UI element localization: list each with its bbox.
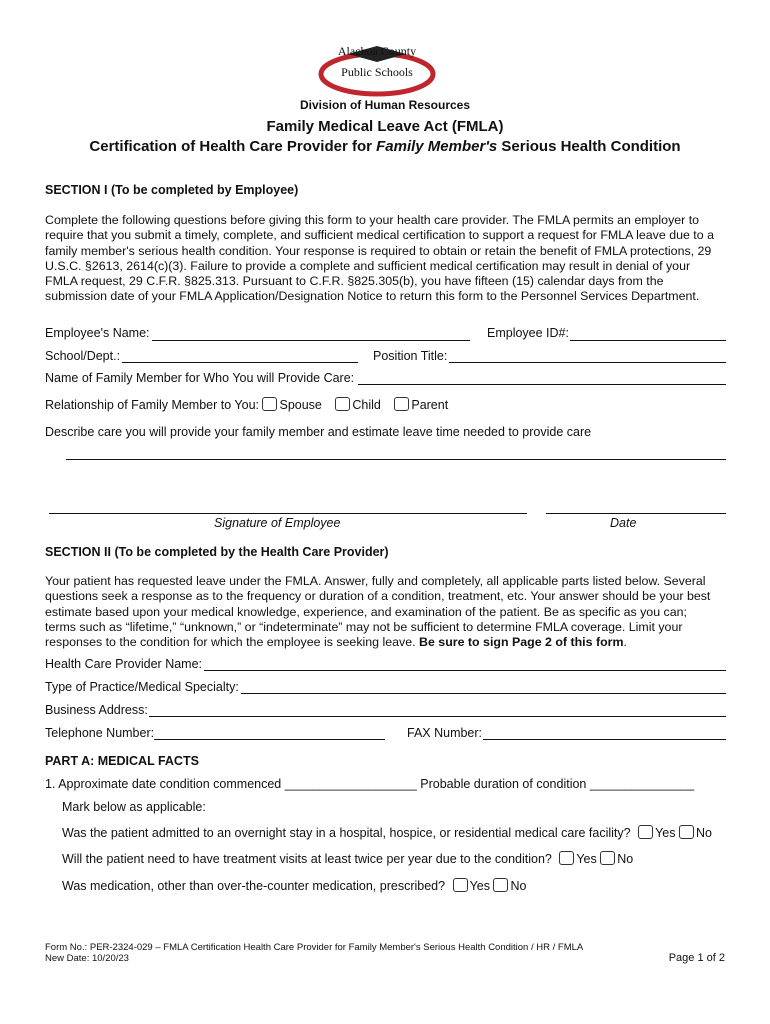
family-member-label: Name of Family Member for Who You will Provide Care: (45, 371, 355, 385)
visits-yes-checkbox[interactable] (559, 851, 574, 865)
employee-date-field[interactable] (546, 513, 726, 514)
mark-below-label: Mark below as applicable: (62, 800, 206, 814)
school-dept-field[interactable] (122, 362, 358, 363)
describe-care-label: Describe care you will provide your family member and estimate leave time needed to provide care (45, 425, 592, 439)
relationship-row: Relationship of Family Member to You: Spouse Child Parent (45, 398, 449, 412)
form-subtitle: Certification of Health Care Provider for Family Member's Serious Health Condition (89, 138, 681, 155)
provider-name-label: Health Care Provider Name: (45, 657, 203, 671)
describe-care-field[interactable] (66, 459, 726, 460)
provider-name-field[interactable] (204, 670, 726, 671)
practice-specialty-field[interactable] (241, 693, 726, 694)
parent-checkbox[interactable] (394, 397, 409, 411)
question-medication: Was medication, other than over-the-counter medication, prescribed? Yes No (62, 879, 527, 893)
section-2-intro: Your patient has requested leave under the FMLA. Answer, fully and completely, all applicable parts listed below. Several questions seek a response as to the frequency or duration of a condition, treatment, etc. Your answer should be your best estimate based upon your medical knowledge, experience, and examination of the patient. Be as specific as you can; terms such as “lifetime,” “unknown,” or “indeterminate” may not be sufficient to determine FMLA coverage. Limit your responses to the condition for which the employee is seeking leave. Be sure to sign Page 2 of this form. (45, 574, 711, 650)
section-1-intro: Complete the following questions before giving this form to your health care provider. The FMLA permits an employer to require that you submit a timely, complete, and sufficient medical certification to support a request for FMLA leave due to a family member's serious health condition. Your response is required to obtain or retain the benefit of FMLA protections, 29 U.S.C. §2613, 2614(c)(3). Failure to provide a complete and sufficient medical certification may result in denial of your FMLA request, 29 C.F.R. §825.313. Pursuant to C.F.R. §825.305(b), you have fifteen (15) calendar days from the submission date of your FMLA Application/Designation Notice to return this form to the Personnel Services Department. (45, 213, 714, 304)
employee-id-field[interactable] (570, 340, 726, 341)
question-visits: Will the patient need to have treatment visits at least twice per year due to the condition? Yes No (62, 852, 634, 866)
business-address-label: Business Address: (45, 703, 148, 717)
position-title-field[interactable] (449, 362, 726, 363)
part-a-heading: PART A: MEDICAL FACTS (45, 754, 199, 768)
child-checkbox[interactable] (335, 397, 350, 411)
date-label: Date (610, 516, 637, 530)
family-member-field[interactable] (358, 384, 726, 385)
business-address-field[interactable] (149, 716, 726, 717)
visits-no-checkbox[interactable] (600, 851, 615, 865)
logo-line1: Alachua County (337, 44, 417, 58)
admitted-yes-checkbox[interactable] (638, 825, 653, 839)
employee-signature-field[interactable] (49, 513, 527, 514)
relationship-label: Relationship of Family Member to You: (45, 398, 259, 412)
employee-id-label: Employee ID#: (487, 326, 569, 340)
logo-line2: Public Schools (341, 65, 413, 79)
section-1-heading: SECTION I (To be completed by Employee) (45, 183, 299, 197)
section-2-heading: SECTION II (To be completed by the Health Care Provider) (45, 545, 389, 559)
footer-form-info (45, 942, 685, 964)
signature-label: Signature of Employee (214, 516, 341, 530)
form-title: Family Medical Leave Act (FMLA) (266, 118, 504, 135)
q1-date-duration: 1. Approximate date condition commenced ___________________ Probable duration of condition _______________ (45, 777, 695, 791)
form-number: Form No.: PER-2324-029 – FMLA Certification Health Care Provider for Family Member's Serious Health Condition / HR / FMLA (45, 942, 584, 953)
spouse-checkbox[interactable] (262, 397, 277, 411)
school-dept-label: School/Dept.: (45, 349, 121, 363)
employee-name-field[interactable] (152, 340, 470, 341)
fax-label: FAX Number: (407, 726, 483, 740)
medication-no-checkbox[interactable] (493, 878, 508, 892)
position-title-label: Position Title: (373, 349, 448, 363)
admitted-no-checkbox[interactable] (679, 825, 694, 839)
employee-name-label: Employee's Name: (45, 326, 150, 340)
division-heading: Division of Human Resources (299, 98, 471, 112)
practice-specialty-label: Type of Practice/Medical Specialty: (45, 680, 239, 694)
alachua-county-public-schools-logo (318, 44, 436, 100)
question-admitted: Was the patient admitted to an overnight stay in a hospital, hospice, or residential medical care facility? Yes No (62, 826, 712, 840)
telephone-label: Telephone Number: (45, 726, 155, 740)
new-date: New Date: 10/20/23 (45, 953, 129, 964)
medication-yes-checkbox[interactable] (453, 878, 468, 892)
telephone-field[interactable] (154, 739, 385, 740)
fax-field[interactable] (483, 739, 726, 740)
page-number: Page 1 of 2 (668, 952, 725, 964)
